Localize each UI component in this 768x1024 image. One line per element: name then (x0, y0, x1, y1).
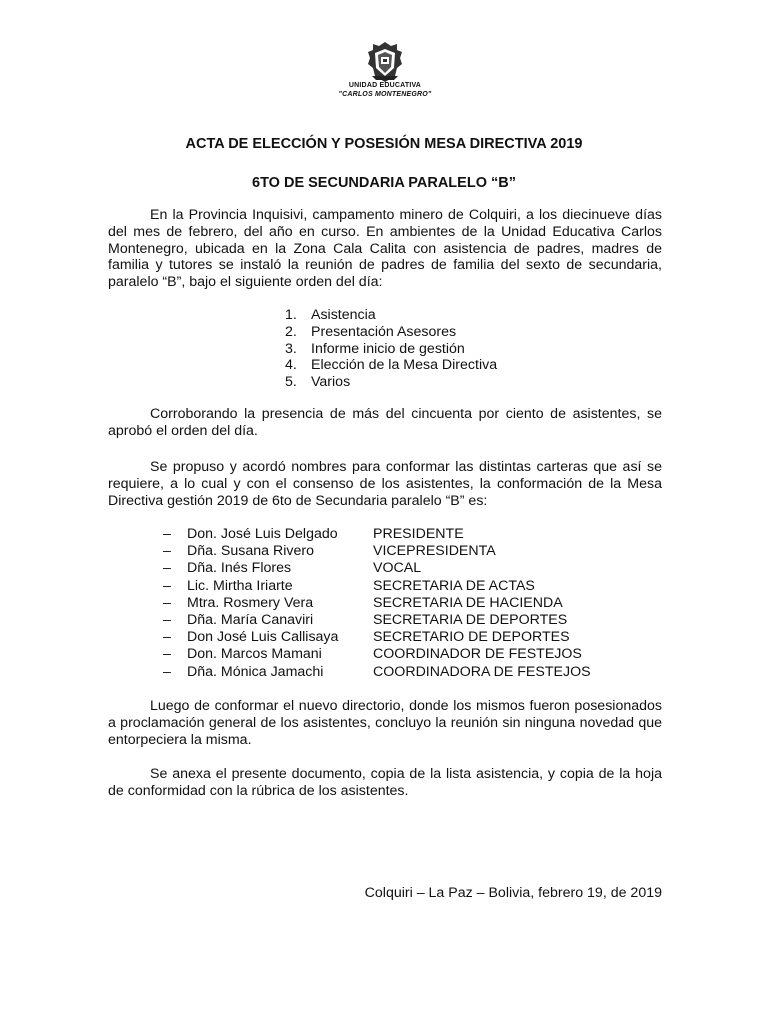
list-item: – Don. José Luis Delgado PRESIDENTE (163, 526, 464, 542)
list-item: – Dña. Inés Flores VOCAL (163, 560, 422, 577)
list-item: – Mtra. Rosmery Vera SECRETARIA DE HACIENDA (163, 594, 563, 611)
document-subtitle: 6TO DE SECUNDARIA PARALELO “B” (252, 175, 516, 191)
list-item: – Don. Marcos Mamani COORDINADOR DE FESTEJOS (163, 646, 582, 663)
list-item: 4. Elección de la Mesa Directiva (285, 357, 498, 374)
intro-paragraph: En la Provincia Inquisivi, campamento minero de Colquiri, a los diecinueve días del mes de febrero, del año en curso. En ambientes de la Unidad Educativa Carlos Montenegro, ubicada en la Zona Cala Calita con asistencia de padres, madres de familia y tutores se instaló la reunión de padres de familia del sexto de secundaria, paralelo “B”, bajo el siguiente orden del día: (108, 207, 662, 291)
list-item: – Don José Luis Callisaya SECRETARIO DE DEPORTES (163, 629, 570, 646)
list-item: – Dña. Mónica Jamachi COORDINADORA DE FESTEJOS (163, 663, 591, 680)
proposal-paragraph: Se propuso y acordó nombres para conformar las distintas carteras que así se requiere, a lo cual y con el consenso de los asistentes, la conformación de la Mesa Directiva gestión 2019 de 6to de Secundaria paralelo “B” es: (108, 459, 662, 509)
board-members-list (163, 526, 591, 681)
annex-paragraph: Se anexa el presente documento, copia de la lista asistencia, y copia de la hoja de conformidad con la rúbrica de los asistentes. (108, 766, 662, 799)
list-item: – Dña. María Canaviri SECRETARIA DE DEPORTES (163, 612, 568, 629)
conclusion-paragraph: Luego de conformar el nuevo directorio, donde los mismos fueron posesionados a proclamación general de los asistentes, concluyo la reunión sin ninguna novedad que entorpeciera la misma. (108, 698, 662, 748)
place-date-line: Colquiri – La Paz – Bolivia, febrero 19, de 2019 (364, 885, 662, 901)
list-item: 2. Presentación Asesores (285, 323, 457, 340)
approval-paragraph: Corroborando la presencia de más del cincuenta por ciento de asistentes, se aprobó el orden del día. (108, 406, 662, 439)
list-item: – Lic. Mirtha Iriarte SECRETARIA DE ACTAS (163, 577, 535, 594)
list-item: 5. Varios (285, 374, 351, 391)
school-name-line1: UNIDAD EDUCATIVA (348, 82, 422, 89)
list-item: 1. Asistencia (285, 307, 376, 323)
list-item: – Dña. Susana Rivero VICEPRESIDENTA (163, 543, 496, 560)
document-title: ACTA DE ELECCIÓN Y POSESIÓN MESA DIRECTIVA 2019 (185, 136, 583, 152)
list-item: 3. Informe inicio de gestión (285, 340, 465, 357)
school-name-line2: "CARLOS MONTENEGRO" (338, 91, 432, 98)
school-crest-icon (364, 40, 406, 84)
agenda-list (285, 307, 497, 391)
